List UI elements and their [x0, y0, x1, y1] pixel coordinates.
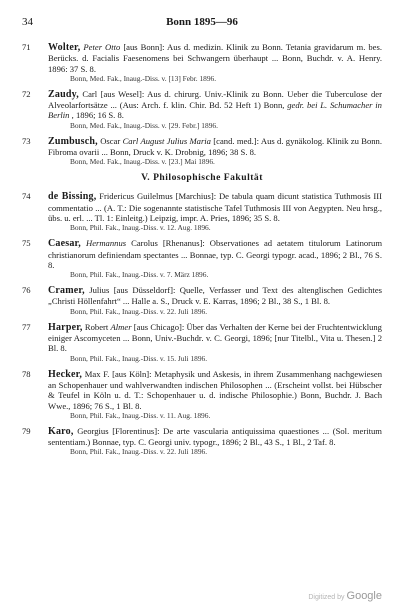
author-surname: de Bissing, [48, 191, 97, 203]
author-surname: Wolter, [48, 42, 81, 53]
dissertation-note: Bonn, Phil. Fak., Inaug.-Diss. v. 15. Juli 1896. [70, 353, 208, 363]
entry-number: 77 [22, 321, 31, 332]
entry-number: 73 [22, 135, 31, 146]
bibliography-entry [22, 426, 382, 457]
author-surname: Karo, [48, 425, 74, 437]
watermark-brand: Google [346, 590, 382, 602]
dissertation-note: Bonn, Med. Fak., Inaug.-Diss. v. [23.] Mai 1896. [70, 157, 215, 167]
bibliography-entry [22, 191, 382, 232]
author-surname: Caesar, [48, 238, 81, 250]
dissertation-note: Bonn, Med. Fak., Inaug.-Diss. v. [13] Febr. 1896. [70, 73, 217, 83]
entry-number: 78 [22, 368, 31, 379]
entry-text: Julius [aus Düsseldorf]: Quelle, Verfasser und Text des altenglischen Gedichtes „Christi Höllenfahrt“ ... Halle a. S., Druck v. E. Karras, 1896; 2 Bl., 38 S., 1 Bl. 8. [48, 285, 382, 307]
dissertation-note: Bonn, Phil. Fak., Inaug.-Diss. v. 12. Aug. 1896. [70, 223, 211, 233]
entry-body: , 1896; 16 S. 8. [71, 110, 124, 121]
entry-text: Oscar [100, 135, 121, 146]
author-surname: Zaudy, [48, 88, 79, 100]
watermark-prefix: Digitized by [308, 594, 345, 601]
bibliography-entry [22, 369, 382, 420]
page-number: 34 [22, 16, 33, 28]
entry-text: Robert [84, 321, 109, 332]
entry-body: [cand. med.]: Aus d. gynäkolog. Klinik zu Bonn. Fibroma ovarii ... Bonn, Druck v. K. Drobnig, 1896; 38 S. 8. [48, 135, 382, 158]
entry-number: 71 [22, 42, 31, 52]
entry-body: [aus Bonn]: Aus d. medizin. Klinik zu Bonn. Tetania gravidarum m. bes. Berücks. d. Facialis Faesenomens bei Schwangern überhaupt ... Bonn, Buchdr. v. A. Henry. 1896: 37 S. 8. [48, 42, 382, 74]
author-surname: Zumbusch, [48, 135, 98, 147]
entry-text: Georgius [Florentinus]: De arte vascularia antiquissima quaestiones ... (Sol. meritum sententiam.) Bonnae, typ. C. Georgi univ. typogr., 1896; 2 Bl., 43 S., 1 Bl., 2 Taf. 8. [48, 425, 382, 448]
entry-number: 75 [22, 238, 31, 249]
bibliography-entry [22, 89, 382, 130]
italic-text: gedr. bei L. Schumacher in Berlin [48, 100, 382, 121]
entry-text: Carl [aus Wesel]: Aus d. chirurg. Univ.-Klinik zu Bonn. Ueber die Tuberculose der Alveolarfortsätze ... (Aus: Arch. f. klin. Chir. Bd. 52 Heft 1) Bonn, [48, 88, 382, 111]
entry-text: Max F. [aus Köln]: Metaphysik und Askesis, in ihrem Zusammenhang nachgewiesen an Schopenhauer und wahlverwandten indischen Philosophen ... (Erscheint vollst. bei Hübscher & Teufel in Köln u. d. T.: Schopenhauer u. d. indische Philosophie.) Bonn, Buchdr. J. Bach Wwe., 1896; 76 S., 1 Bl. 8. [48, 368, 382, 411]
italic-text: Almer [110, 321, 132, 332]
author-surname: Cramer, [48, 285, 85, 297]
section-title: V. Philosophische Fakultät [141, 172, 263, 184]
philosophy-entries [22, 191, 382, 456]
running-head: Bonn 1895—96 [166, 16, 238, 28]
entry-number: 76 [22, 285, 31, 296]
entry-body: Carolus [Rhenanus]: Observationes ad aetatem titulorum Latinorum christianorum definiendam spectantes ... Bonnae, typ. C. Georgi typogr. acad., 1896; 2 Bl., 76 S. 8. [48, 238, 383, 270]
page-header [22, 16, 382, 30]
bibliography-entry [22, 136, 382, 167]
author-surname: Hecker, [48, 368, 83, 380]
bibliography-entry [22, 285, 382, 316]
dissertation-note: Bonn, Med. Fak., Inaug.-Diss. v. [29. Febr.] 1896. [70, 120, 218, 130]
entry-number: 72 [22, 88, 31, 99]
bibliography-entry [22, 322, 382, 363]
author-surname: Harper, [48, 321, 83, 333]
entry-number: 74 [22, 191, 31, 202]
bibliography-entry [22, 42, 382, 83]
italic-text: Peter Otto [83, 42, 121, 52]
italic-text: Carl August Julius Maria [122, 135, 211, 146]
entries-list [22, 42, 382, 462]
entry-number: 79 [22, 425, 31, 436]
dissertation-note: Bonn, Phil. Fak., Inaug.-Diss. v. 22. Juli 1896. [70, 447, 208, 457]
dissertation-note: Bonn, Phil. Fak., Inaug.-Diss. v. 7. März 1896. [70, 270, 209, 280]
italic-text: Hermannus [85, 238, 127, 249]
digitized-by-watermark [308, 590, 382, 602]
entry-body: [aus Chicago]: Über das Verhalten der Kerne bei der Fruchtentwicklung einiger Ascomyceten ... Bonn, Univ.-Buchdr. v. C. Georgi, 1896; [nur Titelbl., Vita u. Thesen.] 2 Bl. 8. [48, 321, 382, 354]
dissertation-note: Bonn, Phil. Fak., Inaug.-Diss. v. 22. Juli 1896. [70, 306, 208, 316]
medical-entries [22, 42, 382, 166]
bibliography-entry [22, 238, 382, 279]
dissertation-note: Bonn, Phil. Fak., Inaug.-Diss. v. 11. Aug. 1896. [70, 410, 211, 420]
entry-text: Fridericus Guilelmus [Marchius]: De tabula quam dicunt statistica Tuthmosis III commentatio ... (A. T.: Die sogenannte statistische Tafel Tuthmosis III von Aegypten. Neu hrsg., übs. u. erl. ... Tl. 1: Einleitg.) Leipzig, impr. A. Pries, 1896; 35 S. 8. [48, 191, 382, 223]
